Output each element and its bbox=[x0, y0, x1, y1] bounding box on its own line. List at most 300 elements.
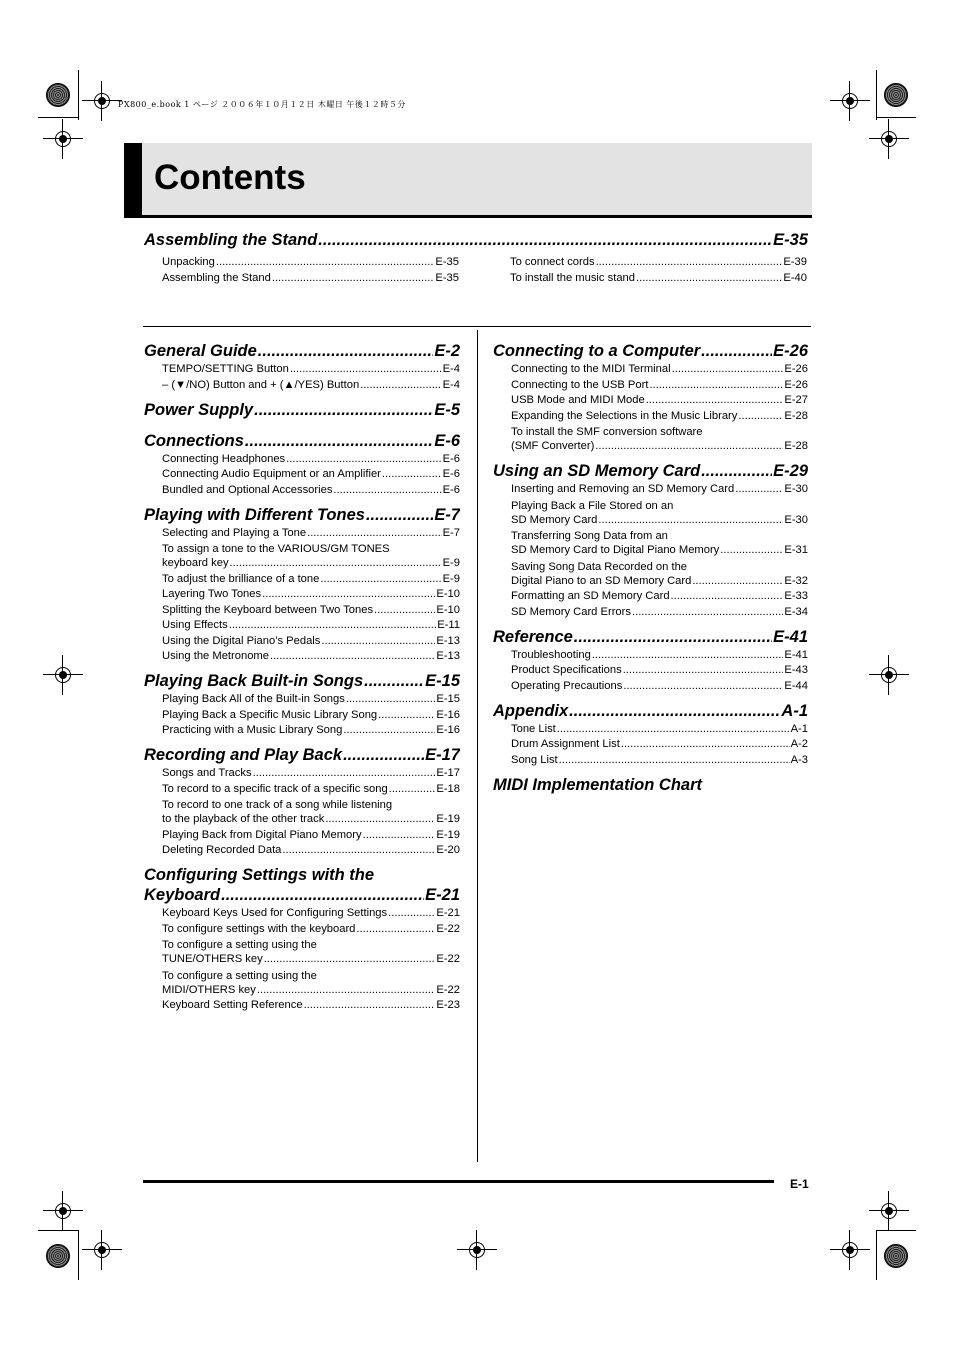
leader-dots bbox=[262, 588, 435, 600]
toc-entry[interactable] bbox=[162, 619, 460, 631]
entry-label: Assembling the Stand bbox=[162, 271, 271, 284]
toc-item[interactable] bbox=[162, 484, 460, 496]
entry-page: E-21 bbox=[425, 886, 460, 904]
entry-page: E-6 bbox=[442, 468, 460, 480]
toc-item[interactable] bbox=[162, 767, 460, 779]
toc-item[interactable] bbox=[162, 588, 460, 600]
section-heading[interactable]: MIDI Implementation Chart bbox=[493, 775, 703, 794]
section-items bbox=[144, 453, 460, 496]
leader-dots bbox=[720, 544, 783, 556]
toc-entry[interactable] bbox=[162, 573, 460, 585]
toc-entry[interactable] bbox=[511, 680, 808, 692]
entry-page: E-20 bbox=[436, 844, 460, 856]
toc-item[interactable] bbox=[162, 724, 460, 736]
leader-dots bbox=[646, 394, 784, 406]
entry-page: E-15 bbox=[425, 672, 460, 690]
entry-page: E-29 bbox=[773, 462, 808, 480]
entry-label: Tone List bbox=[511, 722, 556, 735]
entry-page: E-6 bbox=[442, 483, 460, 496]
leader-dots bbox=[320, 573, 441, 585]
leader-dots bbox=[346, 693, 436, 705]
leader-dots bbox=[245, 432, 433, 451]
leader-dots bbox=[574, 628, 772, 647]
leader-dots bbox=[264, 953, 436, 965]
entry-label-line: Saving Song Data Recorded on the bbox=[511, 560, 688, 573]
section-heading[interactable] bbox=[493, 342, 808, 361]
toc-item[interactable] bbox=[162, 844, 460, 856]
toc-entry[interactable] bbox=[511, 394, 808, 406]
leader-dots bbox=[623, 664, 784, 676]
toc-entry[interactable] bbox=[162, 484, 460, 496]
entry-page: E-11 bbox=[437, 619, 460, 631]
toc-section bbox=[493, 776, 808, 795]
toc-entry[interactable] bbox=[162, 379, 460, 391]
toc-item[interactable] bbox=[511, 483, 808, 495]
entry-page: E-4 bbox=[442, 363, 460, 375]
section-items bbox=[493, 363, 808, 452]
toc-entry[interactable] bbox=[511, 379, 808, 391]
toc-entry[interactable] bbox=[162, 256, 459, 268]
entry-label: Connecting Headphones bbox=[162, 452, 286, 465]
toc-entry[interactable] bbox=[162, 907, 460, 919]
toc-entry[interactable] bbox=[162, 829, 460, 841]
leader-dots bbox=[257, 984, 436, 996]
entry-label: Using the Metronome bbox=[162, 650, 269, 662]
leader-dots bbox=[270, 650, 435, 662]
entry-label: SD Memory Card to Digital Piano Memory bbox=[511, 544, 720, 556]
entry-label: Practicing with a Music Library Song bbox=[162, 724, 343, 736]
section-heading[interactable] bbox=[144, 672, 460, 691]
leader-dots bbox=[738, 410, 783, 422]
toc-item[interactable] bbox=[162, 709, 460, 721]
entry-label: SD Memory Card bbox=[511, 513, 598, 526]
section-heading[interactable] bbox=[144, 432, 460, 451]
entry-label-line: To install the SMF conversion software bbox=[511, 426, 703, 438]
toc-section bbox=[144, 432, 460, 496]
crosshair-icon bbox=[838, 89, 862, 113]
toc-item[interactable] bbox=[510, 256, 807, 268]
section-items bbox=[493, 723, 808, 766]
entry-label: – (▼/NO) Button and + (▲/YES) Button bbox=[162, 378, 360, 391]
toc-entry[interactable] bbox=[162, 557, 460, 569]
toc-item[interactable] bbox=[162, 693, 460, 705]
toc-entry[interactable] bbox=[511, 440, 808, 452]
entry-page: E-26 bbox=[784, 378, 808, 391]
entry-label: USB Mode and MIDI Mode bbox=[511, 394, 645, 406]
crosshair-icon bbox=[51, 127, 75, 151]
toc-entry[interactable] bbox=[511, 649, 808, 661]
toc-item[interactable] bbox=[162, 783, 460, 795]
toc-section bbox=[144, 506, 460, 663]
entry-label-line: Playing Back a File Stored on an bbox=[511, 499, 674, 512]
section-items bbox=[493, 649, 808, 692]
toc-item[interactable] bbox=[511, 664, 808, 676]
toc-entry[interactable] bbox=[511, 575, 808, 587]
toc-section bbox=[144, 672, 460, 736]
toc-item[interactable] bbox=[511, 394, 808, 406]
leader-dots bbox=[598, 514, 783, 526]
toc-entry[interactable] bbox=[162, 767, 460, 779]
toc-entry[interactable] bbox=[511, 483, 808, 495]
leader-dots bbox=[364, 672, 424, 691]
entry-page: E-6 bbox=[442, 452, 460, 465]
entry-label: Connecting to the USB Port bbox=[511, 378, 649, 391]
toc-item[interactable] bbox=[511, 680, 808, 692]
page-number: E-1 bbox=[790, 1177, 809, 1191]
entry-page: A-3 bbox=[790, 753, 808, 766]
column-divider bbox=[477, 330, 478, 1162]
entry-page: E-40 bbox=[783, 271, 807, 284]
section-items bbox=[144, 767, 460, 856]
toc-entry[interactable] bbox=[162, 844, 460, 856]
toc-item[interactable] bbox=[162, 573, 460, 585]
crosshair-icon bbox=[90, 1238, 114, 1262]
entry-page: E-30 bbox=[784, 483, 808, 495]
leader-dots bbox=[592, 649, 784, 661]
toc-section bbox=[493, 628, 808, 692]
toc-item[interactable] bbox=[162, 798, 460, 825]
toc-entry[interactable] bbox=[162, 709, 460, 721]
entry-label: Connecting Audio Equipment or an Amplifier bbox=[162, 468, 381, 480]
entry-label: Playing Back a Specific Music Library Song bbox=[162, 708, 378, 721]
entry-page: E-33 bbox=[784, 590, 808, 602]
leader-dots bbox=[229, 619, 436, 631]
entry-page: E-44 bbox=[784, 679, 808, 692]
toc-item[interactable] bbox=[511, 410, 808, 422]
toc-item[interactable] bbox=[162, 256, 459, 268]
toc-item[interactable] bbox=[162, 379, 460, 391]
section-heading[interactable] bbox=[493, 462, 808, 481]
entry-page: E-23 bbox=[436, 999, 460, 1011]
entry-page: E-31 bbox=[784, 544, 808, 556]
entry-page: E-34 bbox=[784, 605, 808, 618]
entry-label: Formatting an SD Memory Card bbox=[511, 590, 670, 602]
toc-heading[interactable]: Assembling the Stand ..... E-35 bbox=[144, 231, 808, 250]
section-heading[interactable] bbox=[144, 886, 460, 905]
entry-page: E-9 bbox=[442, 557, 460, 569]
title-accent-bar bbox=[124, 143, 142, 218]
leader-dots bbox=[596, 256, 783, 268]
entry-page: E-16 bbox=[436, 724, 460, 736]
entry-label: TUNE/OTHERS key bbox=[162, 953, 263, 965]
toc-entry[interactable] bbox=[162, 984, 460, 996]
entry-page: E-28 bbox=[784, 440, 808, 452]
section-items bbox=[493, 483, 808, 618]
entry-page: A-2 bbox=[790, 738, 808, 750]
toc-entry[interactable] bbox=[511, 363, 808, 375]
entry-page: E-26 bbox=[784, 363, 808, 375]
entry-label: Expanding the Selections in the Music Library bbox=[511, 409, 738, 422]
toc-item[interactable] bbox=[511, 425, 808, 452]
toc-item[interactable] bbox=[511, 649, 808, 661]
entry-label: SD Memory Card Errors bbox=[511, 605, 631, 618]
entry-page: E-15 bbox=[436, 693, 460, 705]
toc-item[interactable] bbox=[162, 999, 460, 1011]
entry-page: E-13 bbox=[436, 634, 460, 647]
entry-page: E-39 bbox=[783, 256, 807, 268]
leader-dots bbox=[272, 272, 435, 284]
entry-page: E-16 bbox=[436, 708, 460, 721]
entry-page: E-22 bbox=[436, 953, 460, 965]
toc-entry[interactable] bbox=[162, 363, 460, 375]
leader-dots bbox=[569, 702, 780, 721]
entry-label: Connecting to a Computer bbox=[493, 342, 701, 360]
section-heading[interactable] bbox=[144, 746, 460, 765]
leader-dots bbox=[671, 590, 784, 602]
leader-dots bbox=[623, 680, 783, 692]
entry-label: Songs and Tracks bbox=[162, 767, 252, 779]
entry-label-line: To configure a setting using the bbox=[162, 939, 317, 951]
entry-page: E-26 bbox=[773, 342, 808, 360]
entry-page: E-32 bbox=[784, 574, 808, 587]
toc-entry[interactable] bbox=[162, 272, 459, 284]
entry-page: E-17 bbox=[436, 767, 460, 779]
entry-label: General Guide bbox=[144, 342, 257, 360]
section-heading[interactable] bbox=[144, 506, 460, 525]
toc-item[interactable] bbox=[511, 723, 808, 735]
section-items bbox=[144, 527, 460, 663]
footer-rule bbox=[143, 1180, 774, 1183]
leader-dots bbox=[304, 999, 436, 1011]
toc-item[interactable] bbox=[162, 453, 460, 465]
entry-page: E-2 bbox=[434, 342, 460, 360]
toc-entry[interactable] bbox=[511, 410, 808, 422]
section-items bbox=[144, 363, 460, 391]
entry-page: E-41 bbox=[784, 648, 808, 661]
toc-item[interactable] bbox=[162, 923, 460, 935]
leader-dots bbox=[258, 342, 434, 361]
toc-section bbox=[144, 342, 460, 391]
entry-page: E-43 bbox=[784, 664, 808, 676]
toc-item[interactable] bbox=[162, 907, 460, 919]
entry-label: To connect cords bbox=[510, 256, 595, 268]
leader-dots bbox=[672, 363, 784, 375]
toc-item[interactable] bbox=[162, 363, 460, 375]
toc-item[interactable] bbox=[162, 619, 460, 631]
crosshair-icon bbox=[51, 1199, 75, 1223]
entry-label: Connecting to the MIDI Terminal bbox=[511, 363, 671, 375]
toc-section bbox=[493, 342, 808, 452]
leader-dots bbox=[307, 527, 441, 539]
toc-item[interactable] bbox=[162, 542, 460, 569]
toc-entry[interactable] bbox=[510, 256, 807, 268]
toc-entry[interactable] bbox=[511, 606, 808, 618]
toc-entry[interactable] bbox=[162, 468, 460, 480]
entry-label-line: To record to one track of a song while listening bbox=[162, 799, 393, 811]
leader-dots bbox=[389, 783, 436, 795]
registration-disc-icon bbox=[46, 1244, 70, 1268]
toc-item[interactable] bbox=[511, 560, 808, 587]
leader-dots bbox=[254, 401, 433, 420]
section-heading[interactable] bbox=[144, 342, 460, 361]
toc-entry[interactable] bbox=[162, 604, 460, 616]
leader-dots bbox=[360, 379, 441, 391]
entry-label: Power Supply bbox=[144, 400, 254, 419]
leader-dots bbox=[290, 363, 442, 375]
toc-item[interactable] bbox=[511, 363, 808, 375]
leader-dots bbox=[649, 379, 783, 391]
toc-item[interactable] bbox=[511, 606, 808, 618]
entry-label: TEMPO/SETTING Button bbox=[162, 363, 289, 375]
toc-item[interactable] bbox=[162, 650, 460, 662]
toc-item[interactable] bbox=[511, 754, 808, 766]
entry-label: To record to a specific track of a specific song bbox=[162, 782, 388, 795]
toc-entry[interactable] bbox=[511, 544, 808, 556]
entry-label: Recording and Play Back bbox=[144, 746, 343, 764]
toc-item[interactable] bbox=[162, 527, 460, 539]
leader-dots bbox=[286, 453, 441, 465]
toc-top-section bbox=[144, 231, 808, 250]
entry-label: Operating Precautions bbox=[511, 679, 623, 692]
toc-item[interactable] bbox=[510, 272, 807, 284]
entry-label: To configure settings with the keyboard bbox=[162, 922, 356, 935]
section-heading-line: Configuring Settings with the bbox=[144, 866, 375, 884]
toc-item[interactable] bbox=[511, 379, 808, 391]
leader-dots bbox=[388, 907, 435, 919]
entry-label: To install the music stand bbox=[510, 271, 635, 284]
toc-entry[interactable] bbox=[511, 590, 808, 602]
crosshair-icon bbox=[51, 663, 75, 687]
crosshair-icon bbox=[838, 1238, 862, 1262]
toc-entry[interactable] bbox=[511, 723, 808, 735]
toc-left-column bbox=[144, 342, 460, 1021]
crosshair-icon bbox=[877, 1199, 901, 1223]
leader-dots bbox=[701, 342, 772, 361]
toc-item[interactable] bbox=[162, 272, 459, 284]
entry-label-line: Transferring Song Data from an bbox=[511, 530, 668, 542]
toc-entry[interactable] bbox=[162, 923, 460, 935]
toc-section bbox=[144, 746, 460, 856]
entry-label: To adjust the brilliance of a tone bbox=[162, 572, 320, 585]
leader-dots bbox=[382, 468, 442, 480]
entry-page: E-30 bbox=[784, 513, 808, 526]
toc-entry[interactable] bbox=[162, 953, 460, 965]
entry-label: Drum Assignment List bbox=[511, 738, 620, 750]
section-heading[interactable] bbox=[144, 401, 460, 420]
toc-section bbox=[493, 702, 808, 766]
entry-label: Playing Back Built-in Songs bbox=[144, 672, 364, 690]
file-header-note: PX800_e.book 1 ページ ２００６年１０月１２日 木曜日 午後１２時５分 bbox=[118, 100, 406, 109]
section-heading[interactable] bbox=[493, 702, 808, 721]
toc-entry[interactable] bbox=[162, 453, 460, 465]
entry-label: Keyboard Setting Reference bbox=[162, 999, 303, 1011]
entry-label: Selecting and Playing a Tone bbox=[162, 526, 307, 539]
leader-dots bbox=[557, 723, 790, 735]
entry-page: E-13 bbox=[436, 650, 460, 662]
entry-page: A-1 bbox=[790, 722, 808, 735]
toc-entry[interactable] bbox=[162, 588, 460, 600]
entry-label: Deleting Recorded Data bbox=[162, 844, 282, 856]
toc-entry[interactable] bbox=[162, 635, 460, 647]
leader-dots bbox=[282, 844, 435, 856]
entry-label: Appendix bbox=[493, 701, 569, 720]
entry-page: E-35 bbox=[435, 271, 459, 284]
leader-dots bbox=[621, 738, 790, 750]
entry-label: Using Effects bbox=[162, 619, 228, 631]
entry-page: E-28 bbox=[784, 409, 808, 422]
entry-label: Song List bbox=[511, 753, 558, 766]
registration-disc-icon bbox=[884, 83, 908, 107]
toc-item[interactable] bbox=[162, 604, 460, 616]
entry-label: keyboard key bbox=[162, 557, 229, 569]
toc-entry[interactable] bbox=[162, 783, 460, 795]
toc-item[interactable] bbox=[162, 938, 460, 965]
leader-dots bbox=[366, 506, 433, 525]
entry-label: Layering Two Tones bbox=[162, 588, 262, 600]
section-divider bbox=[143, 326, 811, 327]
leader-dots bbox=[701, 462, 772, 481]
toc-entry[interactable] bbox=[162, 527, 460, 539]
toc-item[interactable] bbox=[511, 529, 808, 556]
entry-page: E-5 bbox=[434, 400, 460, 419]
toc-top-right-list bbox=[510, 256, 807, 287]
entry-page: E-35 bbox=[435, 256, 459, 268]
toc-entry[interactable] bbox=[162, 693, 460, 705]
toc-entry[interactable] bbox=[511, 738, 808, 750]
toc-item[interactable] bbox=[162, 829, 460, 841]
toc-entry[interactable] bbox=[511, 754, 808, 766]
section-heading[interactable] bbox=[493, 628, 808, 647]
entry-page: E-10 bbox=[436, 603, 460, 616]
toc-section bbox=[144, 866, 460, 1011]
entry-label: Inserting and Removing an SD Memory Card bbox=[511, 483, 735, 495]
toc-item[interactable] bbox=[162, 468, 460, 480]
toc-entry[interactable] bbox=[511, 514, 808, 526]
leader-dots bbox=[378, 709, 435, 721]
entry-label: Using the Digital Piano’s Pedals bbox=[162, 634, 321, 647]
entry-page: A-1 bbox=[781, 701, 808, 720]
leader-dots bbox=[325, 813, 435, 825]
entry-page: E-27 bbox=[784, 394, 808, 406]
entry-label: Connections bbox=[144, 431, 244, 450]
entry-page: E-17 bbox=[425, 746, 460, 764]
leader-dots bbox=[230, 557, 442, 569]
entry-label: Keyboard Keys Used for Configuring Settings bbox=[162, 907, 388, 919]
entry-page: E-22 bbox=[436, 983, 460, 996]
entry-page: E-6 bbox=[434, 431, 460, 450]
toc-item[interactable] bbox=[162, 969, 460, 996]
toc-item[interactable] bbox=[162, 635, 460, 647]
toc-entry[interactable] bbox=[162, 724, 460, 736]
leader-dots bbox=[363, 829, 436, 841]
entry-label: (SMF Converter) bbox=[511, 440, 595, 452]
toc-item[interactable] bbox=[511, 590, 808, 602]
toc-entry[interactable] bbox=[511, 664, 808, 676]
toc-entry[interactable] bbox=[162, 650, 460, 662]
entry-label: Troubleshooting bbox=[511, 648, 591, 661]
leader-dots bbox=[356, 923, 435, 935]
toc-item[interactable] bbox=[511, 499, 808, 526]
section-items bbox=[144, 907, 460, 1011]
leader-dots bbox=[632, 606, 783, 618]
crosshair-icon bbox=[90, 89, 114, 113]
toc-item[interactable] bbox=[511, 738, 808, 750]
leader-dots bbox=[735, 483, 783, 495]
entry-label: Keyboard bbox=[144, 886, 221, 904]
leader-dots bbox=[595, 440, 783, 452]
entry-page: E-18 bbox=[436, 782, 460, 795]
entry-page: E-4 bbox=[442, 378, 460, 391]
leader-dots bbox=[253, 767, 436, 779]
toc-entry[interactable] bbox=[510, 272, 807, 284]
toc-entry[interactable] bbox=[162, 999, 460, 1011]
entry-page: E-22 bbox=[436, 922, 460, 935]
toc-section bbox=[493, 462, 808, 618]
toc-entry[interactable] bbox=[162, 813, 460, 825]
toc-section bbox=[144, 401, 460, 420]
section-items bbox=[144, 693, 460, 736]
entry-page: E-41 bbox=[773, 627, 808, 646]
